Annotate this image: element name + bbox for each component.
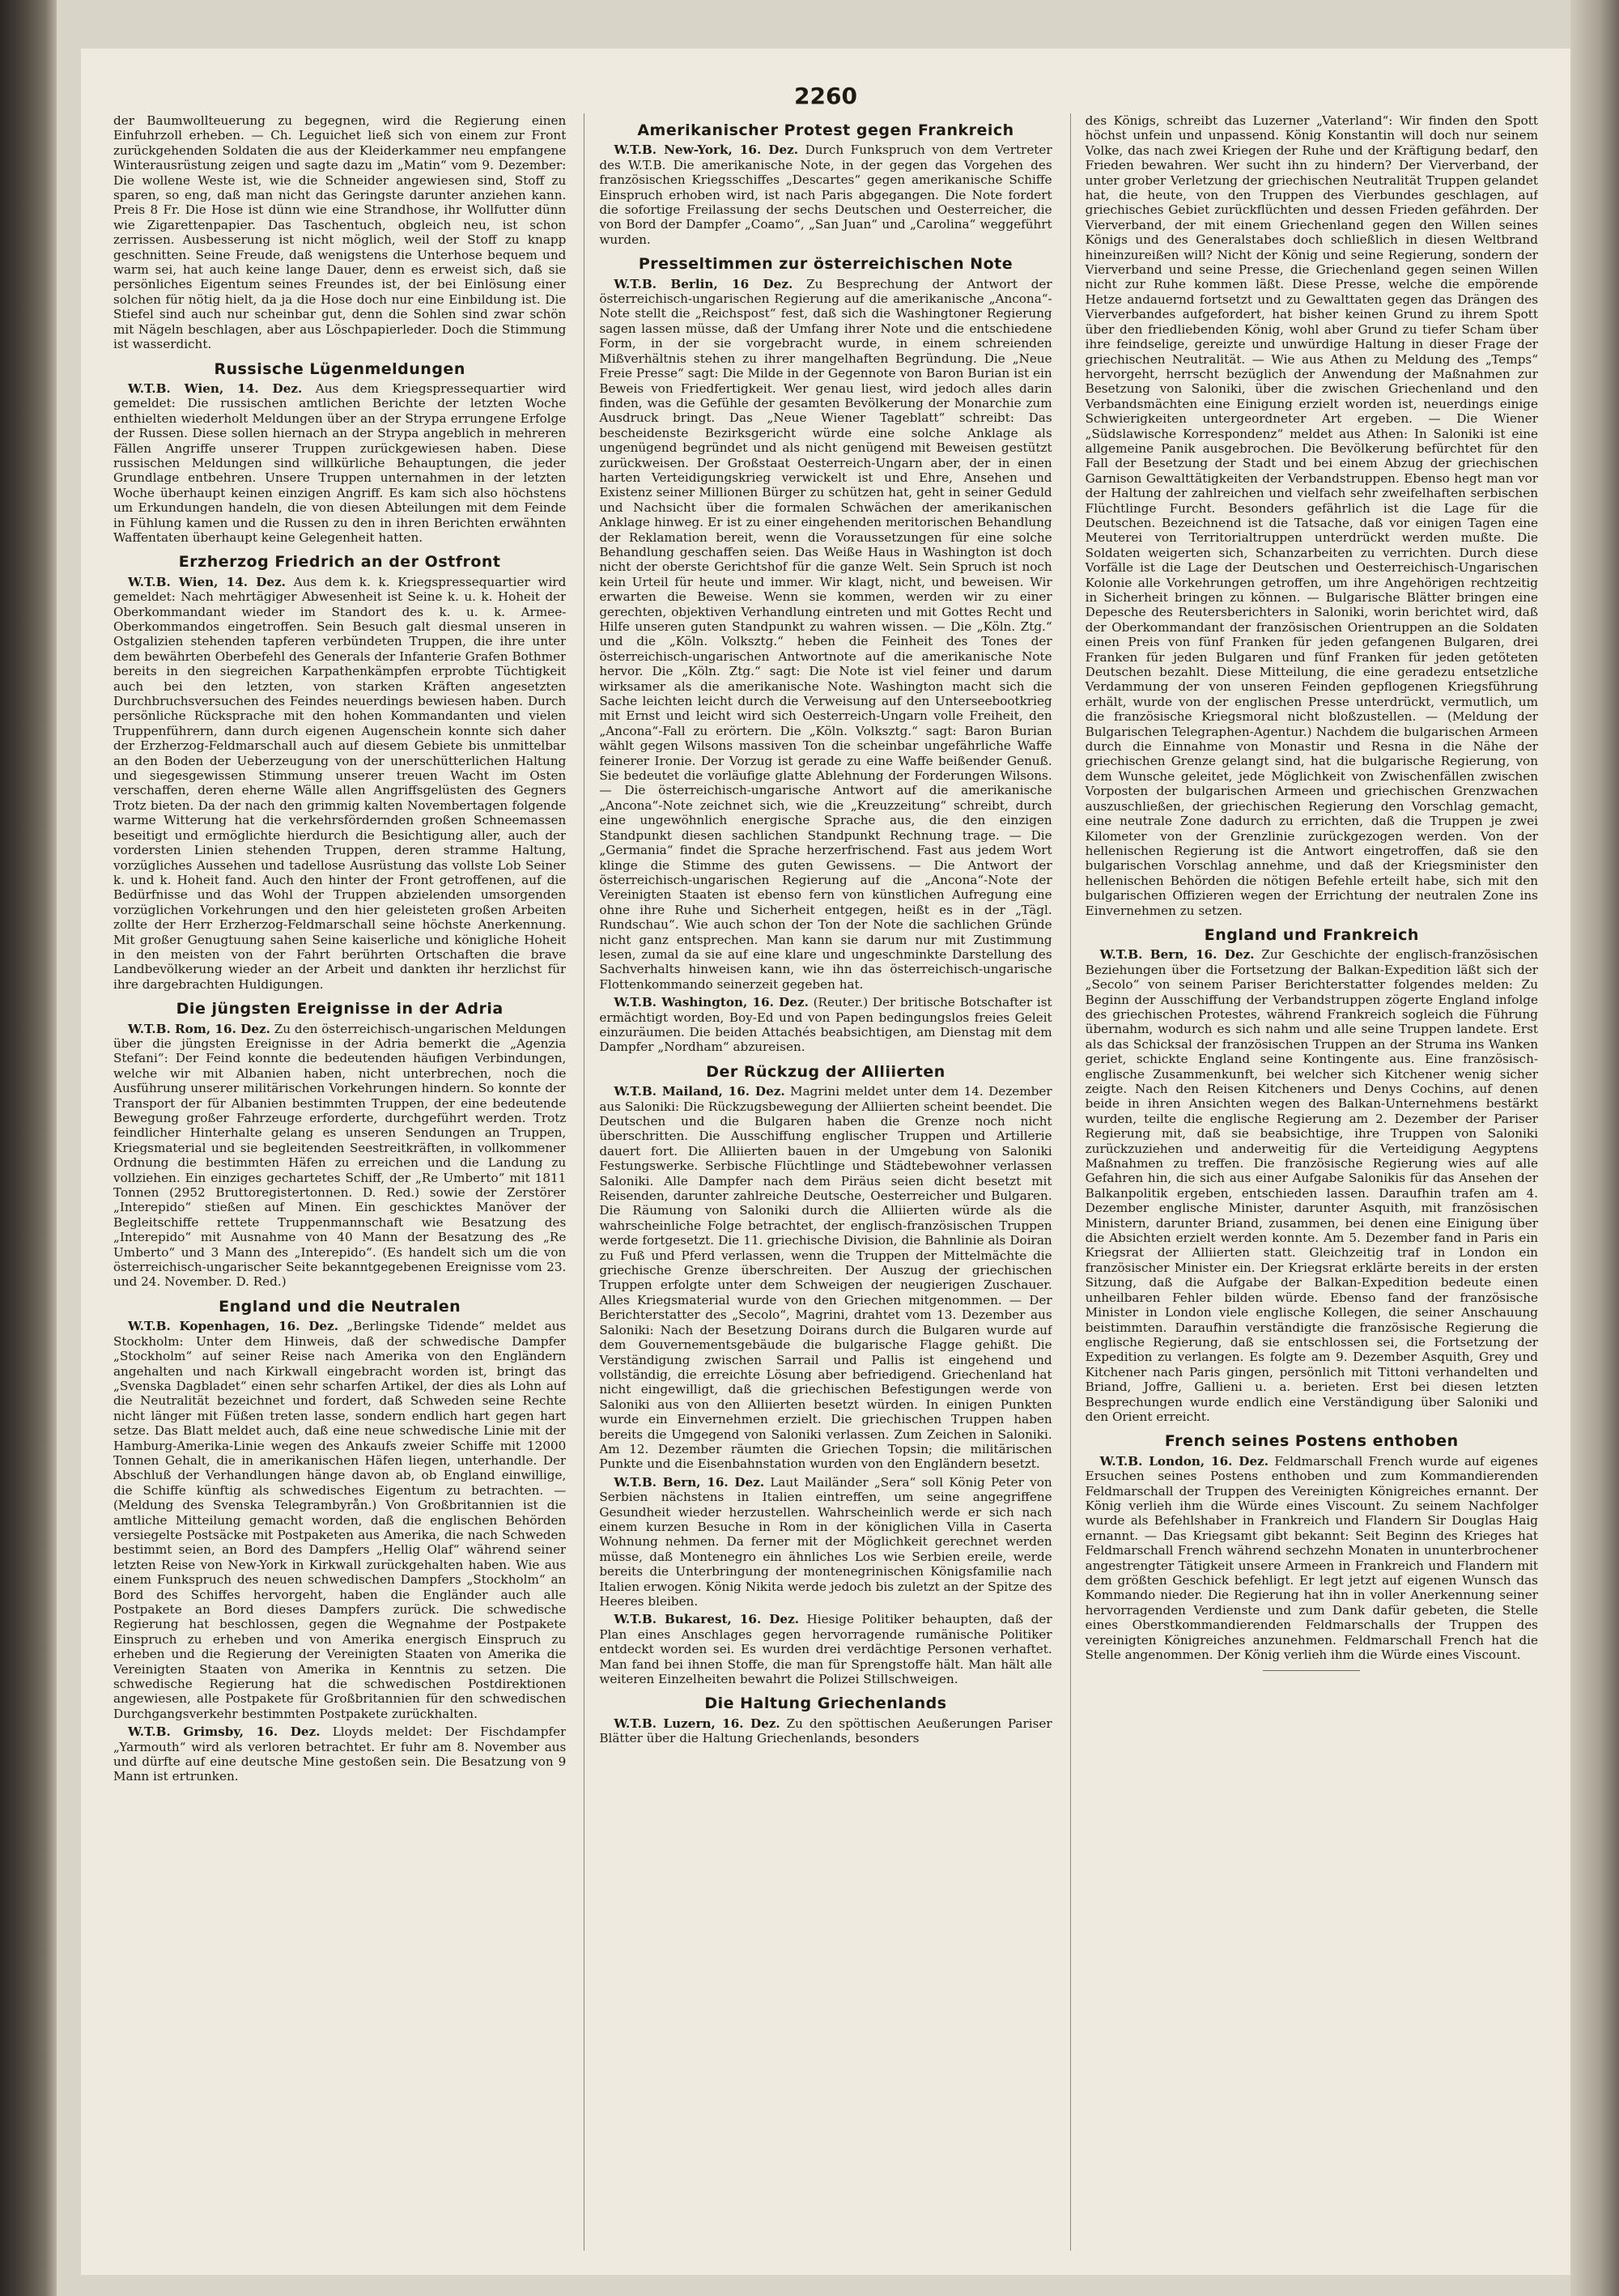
article-england-frankreich (1086, 947, 1538, 1424)
article-russische-luegenmeldungen (113, 381, 566, 545)
article-body: Zur Geschichte der englisch-französischen Beziehungen über die Fortsetzung der Balkan-Expedition läßt sich der „Secolo“ von seinem Pariser Berichterstatter folgendes melden: Zu Beginn der Ausschiffung der Verbandstruppen zögerte England infolge des griechischen Protestes, während Frankreich sogleich die Führung übernahm, wodurch es sich nahm und alle seine Truppen landete. Erst als das Schicksal der französischen Truppen an der Struma ins Wanken geriet, schickte England seine Kontingente aus. Eine französisch-englische Zusammenkunft, bei welcher sich Kitchener wenig sicher zeigte. Nach den Reisen Kitcheners und Denys Cochins, auf denen beide in ihren Ansichten wegen des Balkan-Unternehmens bestärkt wurden, teilte die englische Regierung am 2. Dezember der Pariser Regierung mit, daß sie beabsichtige, ihre Truppen von Saloniki zurückzuziehen und anderweitig für die Verteidigung Aegyptens Maßnahmen zu treffen. Die französische Regierung wies auf alle Gefahren hin, die sich aus einer Aufgabe Salonikis für das Ansehen der Balkanpolitik ergeben, entschieden lassen. Daraufhin trafen am 4. Dezember englische Minister, darunter Asquith, mit französischen Ministern, darunter Briand, zusammen, bei denen eine Einigung über die Absichten erzielt werden konnte. Am 5. Dezember fand in Paris ein Kriegsrat der Alliierten statt. Gleichzeitig traf in London ein französischer Minister ein. Der Kriegsrat erklärte bereits in der ersten Sitzung, daß die Aufgabe der Balkan-Expedition bedeute einen unheilbaren Fehler bilden würde. Ebenso fand der französische Minister in London viele englische Kollegen, die seiner Anschauung beistimmten. Daraufhin verständigte die französische Regierung die englische Regierung, daß sie entschlossen sei, die Fortsetzung der Expedition zu verlangen. Es folgte am 9. Dezember Asquith, Grey und Kitchener nach Paris gingen, persönlich mit Tittoni verhandelten und Briand, Joffre, Gallieni u. a. berieten. Erst bei diesen letzten Besprechungen wurde endlich eine Verständigung über Saloniki und den Orient erreicht. (1085, 947, 1538, 1424)
column-1 (113, 113, 566, 2251)
article-bukarest (599, 1612, 1052, 1686)
book-binding-shadow (0, 0, 57, 2296)
article-columns (113, 113, 1538, 2251)
newspaper-page (81, 49, 1570, 2275)
headline-amerikanischer-protest: Amerikanischer Protest gegen Frankreich (637, 121, 1014, 139)
article-england-neutralen (113, 1319, 566, 1721)
article-body: Zu den spöttischen Aeußerungen Pariser Blätter über die Haltung Griechenlands, besonders (599, 1716, 1052, 1746)
article-ereignisse-adria (113, 1022, 566, 1290)
article-body: Hiesige Politiker behaupten, daß der Plan eines Anschlages gegen hervorragende rumänische Politiker entdeckt worden sei. Es wurden drei verdächtige Personen verhaftet. Man fand bei ihnen Stoffe, die man für Sprengstoffe hält. Man hält alle weiteren Einzelheiten bewahrt die Polizei Stillschweigen. (599, 1612, 1052, 1687)
headline-rueckzug-alliierten: Der Rückzug der Alliierten (706, 1062, 945, 1081)
article-body: Durch Funkspruch von dem Vertreter des W.T.B. Die amerikanische Note, in der gegen das Vorgehen des französischen Kriegsschiffes „Descartes“ gegen amerikanische Schiffe Einspruch erhoben wird, ist nach Paris abgegangen. Die Note fordert die sofortige Freilassung der sechs Deutschen und Oesterreicher, die von Bord der Dampfer „Coamo“, „San Juan“ und „Carolina“ weggeführt wurden. (599, 142, 1052, 247)
dateline: W.T.B. Wien, 14. Dez. (128, 381, 303, 396)
article-pressestimmen (599, 277, 1052, 993)
dateline: W.T.B. Luzern, 16. Dez. (614, 1716, 780, 1731)
article-haltung-griechenlands (599, 1716, 1052, 1746)
dateline: W.T.B. Grimsby, 16. Dez. (128, 1724, 321, 1740)
article-amerikanischer-protest (599, 142, 1052, 247)
article-rueckzug-alliierten (599, 1084, 1052, 1472)
article-erzherzog-friedrich (113, 575, 566, 992)
article-body: Aus dem k. k. Kriegspressequartier wird gemeldet: Nach mehrtägiger Abwesenheit ist Seine k. u. k. Hoheit der Oberkommandant wieder im Standort des k. u. k. Armee-Oberkommandos eingetroffen. Sein Besuch galt diesmal unseren in Ostgalizien stehenden tapferen verbündeten Truppen, die ihre unter dem bewährten Oberbefehl des Generals der Infanterie Grafen Bothmer bereits in den siegreichen Karpathenkämpfen erprobte Tüchtigkeit auch bei den letzten, von starken Kräften angesetzten Durchbruchsversuchen des Feindes neuerdings bewiesen haben. Durch persönliche Rücksprache mit den hohen Kommandanten und vielen Truppenführern, dann durch eigenen Augenschein konnte sich daher der Erzherzog-Feldmarschall auch auf diesem Gebiete bis unmittelbar an den Boden der Ueberzeugung von der unerschütterlichen Haltung und siegesgewissen Stimmung unserer treuen Wacht im Osten verschaffen, deren eherne Wälle allen Angriffsgelüsten des Gegners Trotz bieten. Da der nach den grimmig kalten Novembertagen folgende warme Witterung hat die verkehrsfördernden großen Schneemassen beseitigt und ermöglichte hierdurch die Besichtigung aller, auch der vordersten Linien stehenden Truppen, deren stramme Haltung, vorzügliches Aussehen und tadellose Ausrüstung das vollste Lob Seiner k. und k. Hoheit fand. Auch den hinter der Front getroffenen, auf die Bedürfnisse und das Wohl der Truppen abzielenden umsorgenden vorzüglichen Vorkehrungen und den hier geleisteten großen Arbeiten zollte der Herr Erzherzog-Feldmarschall seine höchste Anerkennung. Mit großer Genugtuung sahen Seine kaiserliche und königliche Hoheit in den meisten von der Fahrt berührten Ortschaften die brave Landbevölkerung wieder an der Arbeit und dankten ihr herzlichst für ihre dargebrachten Huldigungen. (113, 574, 567, 992)
article-body: (Reuter.) Der britische Botschafter ist ermächtigt worden, Boy-Ed und von Papen bedingungslos freies Geleit einzuräumen. Die beiden Attachés beabsichtigen, am Dienstag mit dem Dampfer „Nordham“ abzureisen. (599, 995, 1052, 1055)
dateline: W.T.B. Rom, 16. Dez. (128, 1021, 270, 1036)
article-continuation: der Baumwollteuerung zu begegnen, wird die Regierung einen Einfuhrzoll erheben. — Ch. Leguichet ließ sich von einem zur Front zurückgehenden Soldaten die aus der Kleiderkammer neu empfangene Winterausrüstung zeigen und sagte dazu im „Matin“ vom 9. Dezember: Die wollene Weste ist, wie die Schneider angewiesen sind, Stoff zu sparen, so eng, daß man nicht das Geringste darunter anziehen kann. Preis 8 Fr. Die Hose ist dünn wie eine Strandhose, ihr Wollfutter dünn wie Zigarettenpapier. Das Taschentuch, obgleich neu, ist schon zerrissen. Ausbesserung ist nicht möglich, weil der Stoff zu knapp geschnitten. Seine Freude, daß wenigstens die Unterhose bequem und warm sei, hat auch keine lange Dauer, denn es erweist sich, daß sie persönliches Eigentum seines Freundes ist, der bei Einlösung einer solchen für nötig hielt, da ja die Hose doch nur eine Einbildung ist. Die Stiefel sind auch nur scheinbar gut, denn die Sohlen sind zwar schön mit Nägeln beschlagen, aber aus Löschpapierleder. Doch die Stimmung ist wasserdicht. (113, 113, 567, 352)
headline-england-neutralen: England und die Neutralen (219, 1297, 461, 1316)
dateline: W.T.B. Washington, 16. Dez. (614, 995, 809, 1010)
article-bern-koenig-peter (599, 1475, 1052, 1609)
dateline: W.T.B. Mailand, 16. Dez. (614, 1084, 785, 1099)
headline-ereignisse-adria: Die jüngsten Ereignisse in der Adria (176, 1000, 504, 1018)
article-body: Lloyds meldet: Der Fischdampfer „Yarmouth“ wird als verloren betrachtet. Er fuhr am 8. November aus und dürfte auf eine deutsche Mine gestoßen sein. Die Besatzung von 9 Mann ist ertrunken. (113, 1724, 567, 1784)
article-continuation: des Königs, schreibt das Luzerner „Vaterland“: Wir finden den Spott höchst unfein und unpassend. König Konstantin will doch nur seinem Volke, das nach zwei Kriegen der Ruhe und der Kräftigung bedarf, den Frieden bewahren. Wer sucht ihn zu hindern? Der Vierverband, der unter grober Verletzung der griechischen Neutralität Truppen gelandet hat, die heute, von den Truppen des Vierbundes geschlagen, auf griechisches Gebiet zurückflüchten und dessen Frieden gefährden. Der Vierverband, der mit einem Griechenland gegen den Willen seines Königs und des Generalstabes doch schließlich in diesen Weltbrand hineinzureißen will? Nicht der König und seine Regierung, sondern der Vierverband und seine Presse, die Griechenland gegen seinen Willen nicht zur Ruhe kommen läßt. Diese Presse, welche die empörende Hetze andauernd fortsetzt und zu Gewalttaten gegen das Drängen des Vierverbandes aufgefordert, hat bisher keinen Grund zu ihrem Spott über den friedliebenden König, wohl aber Grund zu tiefer Scham über ihre feindselige, gereizte und unwürdige Haltung in dieser Frage der griechischen Neutralität. — Wie aus Athen zu Meldung des „Temps“ hervorgeht, herrscht bezüglich der Anwendung der Maßnahmen zur Besetzung von Saloniki, über die zwischen Griechenland und den Verbandsmächten eine Einigung erzielt worden ist, neuerdings einige Schwierigkeiten untergeordneter Art ergeben. — Die Wiener „Südslawische Korrespondenz“ meldet aus Athen: In Saloniki ist eine allgemeine Panik ausgebrochen. Die Bevölkerung befürchtet für den Fall der Besetzung der Stadt und bei einem Abzug der griechischen Garnison Gewalttätigkeiten der Verbandstruppen. Ebenso hegt man vor der Haltung der zahlreichen und vielfach sehr zweifelhaften serbischen Flüchtlinge Furcht. Besonders gefährlich ist die Lage für die Deutschen. Bezeichnend ist die Tatsache, daß vor einigen Tagen eine Meuterei von Territorialtruppen unterdrückt werden mußte. Die Soldaten weigerten sich, Schanzarbeiten zu verrichten. Durch diese Vorfälle ist die Lage der Deutschen und Oesterreichisch-Ungarischen Kolonie alle Vorkehrungen getroffen, um ihre Angehörigen rechtzeitig in Sicherheit bringen zu können. — Bulgarische Blätter bringen eine Depesche des Reutersberichters in Saloniki, worin berichtet wird, daß der Oberkommandant der französischen Orientruppen an die Soldaten einen Preis von fünf Franken für jeden gefangenen Bulgaren, drei Franken für jeden Bulgaren und fünf Franken für jeden getöteten Deutschen bezahlt. Diese Mitteilung, die eine geradezu entsetzliche Verdammung der von unseren Feinden gepflogenen Kriegsführung erhält, wurde von der englischen Presse unterdrückt, vermutlich, um die französische Kriegsmoral nicht bloßzustellen. — (Meldung der Bulgarischen Telegraphen-Agentur.) Nachdem die bulgarischen Armeen durch die Einnahme von Monastir und Resna in die Nähe der griechischen Grenze gelangt sind, hat die bulgarische Regierung, von dem Wunsche geleitet, jede Möglichkeit von Zwischenfällen zwischen Vorposten der bulgarischen Armeen und griechischen Grenzwachen auszuschließen, der griechischen Regierung den Vorschlag gemacht, eine neutrale Zone dadurch zu errichten, daß die Truppen je zwei Kilometer von der Grenzlinie zurückgezogen werden. Von der hellenischen Regierung ist die Antwort eingetroffen, daß sie den bulgarischen Vorschlag annehme, und daß der Kriegsminister den hellenischen Behörden die nötigen Befehle erteilt habe, sich mit den bulgarischen Offizieren wegen der Errichtung der neutralen Zone ins Einvernehmen zu setzen. (1085, 113, 1538, 918)
article-grimsby (113, 1724, 566, 1784)
headline-pressestimmen: Presseltimmen zur österreichischen Note (638, 255, 1013, 274)
headline-england-frankreich: England und Frankreich (1204, 925, 1419, 944)
dateline: W.T.B. Bern, 16. Dez. (1099, 947, 1255, 963)
article-body: Laut Mailänder „Sera“ soll König Peter von Serbien nächstens in Italien eintreffen, um seine angegriffene Gesundheit wieder herzustellen. Wahrscheinlich werde er sich nach einem kurzen Besuche in Rom in der königlichen Villa in Caserta Wohnung nehmen. Da ferner mit der Möglichkeit gerechnet werden müsse, daß Montenegro ein ähnliches Los wie Serbien ereile, werde bereits die Unterbringung der montenegrinischen Königsfamilie nach Italien erwogen. König Nikita werde jedoch bis zuletzt an der Spitze des Heeres bleiben. (599, 1474, 1052, 1609)
article-french-enthoben (1086, 1454, 1538, 1663)
headline-russische-luegenmeldungen: Russische Lügenmeldungen (214, 359, 465, 378)
article-body: Zu den österreichisch-ungarischen Meldungen über die jüngsten Ereignisse in der Adria bemerkt die „Agenzia Stefani“: Der Feind konnte die bedeutenden häufigen Verbindungen, welche wir mit Albanien haben, nicht unterbrechen, noch die Ausführung unserer militärischen Vorkehrungen hindern. So konnte der Transport der für Albanien bestimmten Truppen, der eine bedeutende Bewegung großer Fahrzeuge erforderte, durchgeführt werden. Trotz feindlicher Hinterhalte gelang es unseren Sendungen an Truppen, Kriegsmaterial und sie begleitenden Seestreitkräften, in vollkommener Ordnung die bestimmten Häfen zu erreichen und die Landung zu vollziehen. Ein einziges gechartetes Schiff, der „Re Umberto“ mit 1811 Tonnen (2952 Bruttoregistertonnen. D. Red.) sowie der Zerstörer „Interepido“ stießen auf Minen. Ein geschicktes Manöver der Begleitschiffe rettete Truppenmannschaft wie Besatzung des „Interepido“ mit Ausnahme von 40 Mann der Besatzung des „Re Umberto“ und 3 Mann des „Interepido“. (Es handelt sich um die von österreichisch-ungarischer Seite bekanntgegebenen Ereignisse vom 23. und 24. November. D. Red.) (113, 1021, 567, 1290)
article-body: Magrini meldet unter dem 14. Dezember aus Saloniki: Die Rückzugsbewegung der Alliierten scheint beendet. Die Deutschen und die Bulgaren haben die Grenze noch nicht überschritten. Die Ausschiffung englischer Truppen und Artillerie dauert fort. Die Alliierten bauen in der Umgebung von Saloniki Festungswerke. Serbische Flüchtlinge und Städtebewohner verlassen Saloniki. Alle Dampfer nach dem Piräus seien dicht besetzt mit Reisenden, darunter zahlreiche Deutsche, Oesterreicher und Bulgaren. Die Räumung von Saloniki durch die Alliierten würde als die wahrscheinliche Folge betrachtet, der englisch-französischen Truppen werde fortgesetzt. Die 11. griechische Division, die Bahnlinie als Doiran zu Fuß und Pferd verlassen, wenn die Truppen der Mittelmächte die griechische Grenze überschreiten. Der Auszug der griechischen Truppen erfolgte unter dem Schweigen der neugierigen Zuschauer. Alles Kriegsmaterial wurde von den Griechen mitgenommen. — Der Berichterstatter des „Secolo“, Magrini, drahtet vom 13. Dezember aus Saloniki: Nach der Besetzung Doirans durch die Bulgaren wurde auf dem Gouvernementsgebäude die bulgarische Flagge gehißt. Die Verständigung zwischen Sarrail und Pallis ist eingehend und vollständig, die erreichte Lösung aber befriedigend. Griechenland hat nicht eingewilligt, daß die griechischen Befestigungen werde von Saloniki aus von den Alliierten besetzt würden. In einigen Punkten wurde ein Einvernehmen erzielt. Die griechischen Truppen haben bereits die Umgegend von Saloniki verlassen. Zum Zeichen in Saloniki. Am 12. Dezember räumten die Griechen Topsin; die militärischen Punkte und die Eisenbahnstation wurden von den Engländern besetzt. (599, 1084, 1052, 1472)
article-washington (599, 995, 1052, 1055)
page-number: 2260 (794, 83, 857, 109)
dateline: W.T.B. Bukarest, 16. Dez. (614, 1612, 799, 1627)
column-2 (584, 113, 1052, 2251)
dateline: W.T.B. New-York, 16. Dez. (614, 142, 799, 158)
article-body: Feldmarschall French wurde auf eigenes Ersuchen seines Postens enthoben und zum Kommandierenden Feldmarschall der Truppen des Vereinigten Königreiches ernannt. Der König verlieh ihm die Würde eines Viscount. Zu seinem Nachfolger wurde als Befehlshaber in Frankreich und Flandern Sir Douglas Haig ernannt. — Das Kriegsamt gibt bekannt: Seit Beginn des Krieges hat Feldmarschall French während sechzehn Monaten in ununterbrochener angestrengter Tätigkeit unsere Armeen in Frankreich und Flandern mit dem größten Geschick befehligt. Er legt jetzt auf eigenen Wunsch das Kommando nieder. Die Regierung hat ihn in voller Anerkennung seiner hervorragenden Verdienste und zum Dank dafür gebeten, die Stelle eines Oberstkommandierenden Feldmarschalls der Truppen des vereinigten Königreiches anzunehmen. Feldmarschall French hat die Stelle angenommen. Der König verlieh ihm die Würde eines Viscount. (1085, 1453, 1538, 1663)
headline-french-enthoben: French seines Postens enthoben (1164, 1432, 1459, 1451)
article-body: „Berlingske Tidende“ meldet aus Stockholm: Unter dem Hinweis, daß der schwedische Dampfer „Stockholm“ auf seiner Reise nach Amerika von den Engländern angehalten und nach Kirkwall eingebracht worden ist, bringt das „Svenska Dagbladet“ einen sehr scharfen Artikel, der dies als Lohn auf die Neutralität bezeichnet und fordert, daß Schweden seine Rechte nicht länger mit Füßen treten lasse, sondern endlich hart gegen hart setze. Das Blatt meldet auch, daß eine neue schwedische Linie mit der Hamburg-Amerika-Linie wegen des Ankaufs zweier Schiffe mit 12000 Tonnen Gehalt, die in amerikanischen Häfen liegen, unterhandle. Der Abschluß der Verhandlungen hänge davon ab, ob England einwillige, die Schiffe künftig als schwedisches Eigentum zu betrachten. — (Meldung des Svenska Telegrambyrån.) Von Großbritannien ist die amtliche Mitteilung gemacht worden, daß die englischen Behörden versiegelte Postsäcke mit Postpaketen aus Amerika, die nach Schweden bestimmt seien, an Bord des Dampfers „Hellig Olaf“ während seiner letzten Reise von New-York in Kirkwall zurückgehalten haben. Wie aus einem Funkspruch des neuen schwedischen Dampfers „Stockholm“ an Bord des Schiffes hervorgeht, haben die Engländer auch alle Postpakete an Bord dieses Dampfers zurück. Die schwedische Regierung hat beschlossen, gegen die Wegnahme der Postpakete Einspruch zu erheben und von Amerika energisch Einspruch zu erheben und die Regierung der Vereinigten Staaten von Amerika die Vereinigten Staaten von Amerika in Kenntnis zu setzen. Die schwedische Regierung hat die schwedischen Postdirektionen angewiesen, alle Postpakete für Großbritannien für den schwedischen Durchgangsverkehr bestimmten Postpakete zurückhalten. (113, 1319, 567, 1721)
headline-haltung-griechenlands: Die Haltung Griechenlands (704, 1694, 947, 1713)
dateline: W.T.B. Bern, 16. Dez. (614, 1474, 765, 1490)
headline-erzherzog-friedrich: Erzherzog Friedrich an der Ostfront (178, 553, 501, 572)
dateline: W.T.B. London, 16. Dez. (1099, 1453, 1269, 1469)
article-body: Zu Besprechung der Antwort der österreichisch-ungarischen Regierung auf die amerikanische „Ancona“-Note stellt die „Reichspost“ fest, daß sich die Washingtoner Regierung sagen lassen müsse, daß der Umfang ihrer Note und die entschiedene Form, in der sie vorgebracht wurde, in einem schreienden Mißverhältnis stehen zu ihrer mangelhaften Begründung. Die „Neue Freie Presse“ sagt: Die Milde in der Gegennote von Baron Burian ist ein Beweis von Friedfertigkeit. Wer genau liest, wird jedoch alles darin finden, was die Gefühle der gesamten Bevölkerung der Monarchie zum Ausdruck bringt. Das „Neue Wiener Tageblatt“ schreibt: Das bescheidenste Bezirksgericht würde eine solche Anklage als ungenügend begründet und als nicht genügend mit Beweisen gestützt zurückweisen. Der Großstaat Oesterreich-Ungarn aber, der in einen harten Verteidigungskrieg verwickelt ist und Ehre, Ansehen und Existenz seiner Millionen Bürger zu schützen hat, geht in seiner Geduld und Nachsicht über die formalen Schwächen der amerikanischen Anklage hinweg. Er ist zu einer eingehenden meritorischen Behandlung der Reklamation bereit, wenn die Voraussetzungen für eine solche Behandlung geschaffen seien. Das Weiße Haus in Washington ist doch nicht der oberste Gerichtshof für die ganze Welt. Sein Spruch ist noch kein Urteil für heute und immer. Wir klagt, nicht, und beweisen. Wir erwarten die Beweise. Wenn sie kommen, werden wir zu einer gerechten, objektiven Verhandlung eintreten und mit Gottes Recht und Hilfe unseren guten Standpunkt zu wahren wissen. — Die „Köln. Ztg.“ und die „Köln. Volksztg.“ heben die Feinheit des Tones der österreichisch-ungarischen Antwortnote auf die amerikanische Note hervor. Die „Köln. Ztg.“ sagt: Die Note ist viel feiner und darum wirksamer als die amerikanische Note. Washington macht sich die Sache leichten leicht durch die Verweisung auf den Unterseebootkrieg mit Ernst und leicht wird sich Oesterreich-Ungarn volle Freiheit, den „Ancona“-Fall zu erörtern. Die „Köln. Volksztg.“ sagt: Baron Burian wählt gegen Wilsons massiven Ton die scheinbar ungefährliche Waffe feinerer Ironie. Der Vorzug ist gerade zu eine Waffe beißender Genuß. Sie bedeutet die vorläufige glatte Ablehnung der Forderungen Wilsons. — Die österreichisch-ungarische Antwort auf die amerikanische „Ancona“-Note zeichnet sich, wie die „Kreuzzeitung“ schreibt, durch eine ungewöhnlich energische Sprache aus, die den einzigen Standpunkt diesen sachlichen Standpunkt Rechnung trage. — Die „Germania“ findet die Sprache herzerfrischend. Fast aus jedem Wort klinge die Stimme des guten Gewissens. — Die Antwort der österreichisch-ungarischen Regierung auf die „Ancona“-Note der Vereinigten Staaten ist ebenso fern von künstlichen Aufregung eine ohne ihre Ruhe und Sicherheit entgegen, heißt es in der „Tägl. Rundschau“. Wie auch schon der Ton der Note die sachlichen Gründe nicht ganz entsprechen. Man kann sie darum nur mit Zustimmung lesen, zumal da sie auf eine klare und ungeschminkte Darstellung des Sachverhalts hinweisen kann, wie ihn das österreichisch-ungarische Flottenkommando seinerzeit gegeben hat. (599, 276, 1052, 992)
adjacent-page-edge (1570, 0, 1619, 2296)
column-3 (1070, 113, 1538, 2251)
article-body: Aus dem Kriegspressequartier wird gemeldet: Die russischen amtlichen Berichte der letzten Woche enthielten wiederholt Meldungen über an der Strypa errungene Erfolge der Russen. Diese sollen hiernach an der Strypa angeblich in mehreren Fällen Angriffe unserer Truppen zurückgewiesen haben. Diese russischen Meldungen sind willkürliche Behauptungen, die jeder Grundlage entbehren. Unsere Truppen unternahmen in der letzten Woche überhaupt keinen einzigen Angriff. Es kam sich also höchstens um Erkundungen handeln, die von diesen Abteilungen mit dem Feinde in Fühlung kamen und die Russen zu den in ihren Berichten erwähnten Waffentaten überhaupt keine Gelegenheit hatten. (113, 381, 567, 545)
end-rule (1263, 1670, 1360, 1671)
dateline: W.T.B. Wien, 14. Dez. (128, 574, 286, 589)
dateline: W.T.B. Kopenhagen, 16. Dez. (128, 1319, 338, 1334)
dateline: W.T.B. Berlin, 16 Dez. (614, 276, 793, 291)
